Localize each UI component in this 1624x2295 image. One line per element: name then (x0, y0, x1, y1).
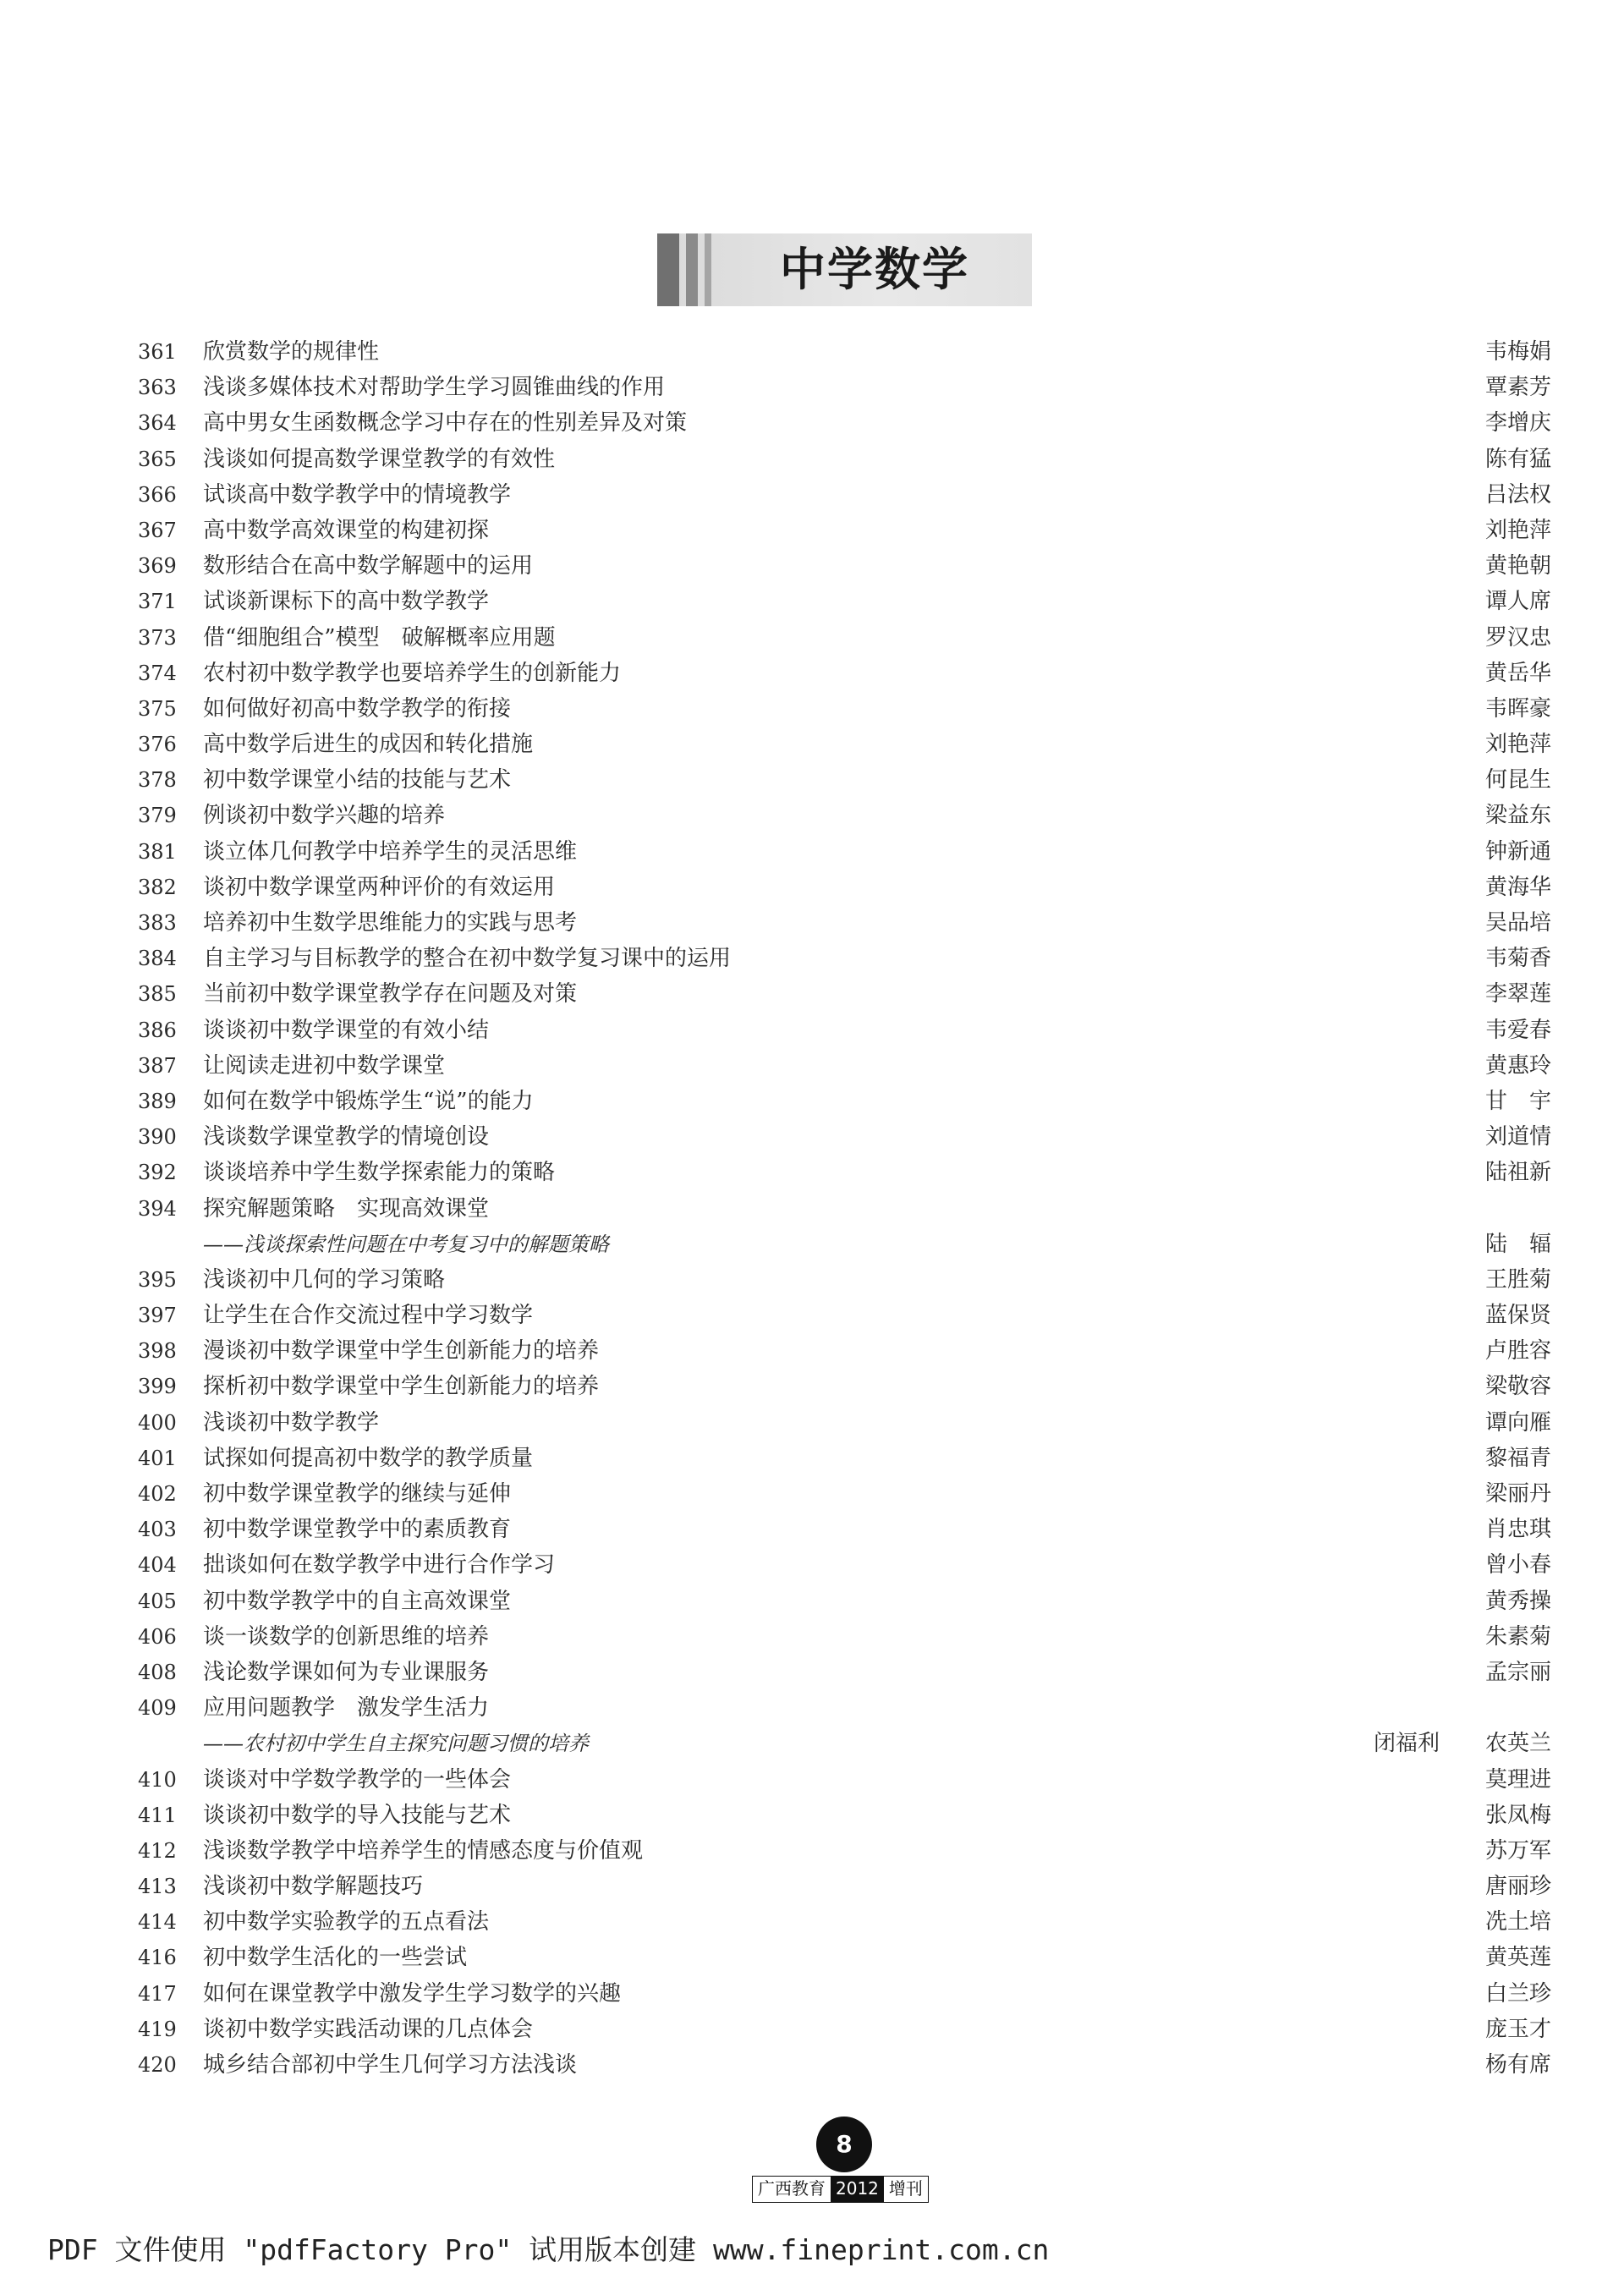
toc-author: 孟宗丽 (1484, 1659, 1551, 1685)
toc-row (0, 1726, 1624, 1761)
toc-author: 钟新通 (1484, 838, 1551, 865)
toc-row (0, 1833, 1624, 1869)
toc-author: 吕法权 (1484, 481, 1551, 508)
toc-article-title: 探究解题策略 实现高效课堂 (203, 1195, 490, 1222)
toc-article-title: 试谈新课标下的高中数学教学 (203, 589, 490, 615)
toc-row (0, 1333, 1624, 1369)
toc-author: 张凤梅 (1484, 1802, 1551, 1828)
toc-article-title: 谈谈初中数学课堂的有效小结 (203, 1017, 490, 1043)
toc-page-number: 364 (138, 411, 177, 436)
toc-page-number: 417 (138, 1981, 177, 2006)
toc-row (0, 905, 1624, 941)
toc-page-number: 378 (138, 768, 177, 793)
toc-article-title: 探析初中数学课堂中学生创新能力的培养 (203, 1374, 600, 1400)
journal-issue: 增刊 (884, 2177, 928, 2202)
toc-article-subtitle: ——农村初中学生自主探究问题习惯的培养 (203, 1732, 589, 1756)
toc-article-title: 漫谈初中数学课堂中学生创新能力的培养 (203, 1338, 600, 1364)
toc-page-number: 382 (138, 875, 177, 899)
toc-row (0, 1976, 1624, 2012)
toc-author: 韦爱春 (1484, 1017, 1551, 1043)
toc-row (0, 1476, 1624, 1512)
toc-author: 黄海华 (1484, 874, 1551, 900)
toc-page-number: 363 (138, 376, 177, 400)
toc-page-number: 399 (138, 1375, 177, 1399)
toc-author: 肖忠琪 (1484, 1517, 1551, 1543)
toc-author: 李翠莲 (1484, 981, 1551, 1007)
toc-author: 谭人席 (1484, 589, 1551, 615)
toc-article-title: 浅论数学课如何为专业课服务 (203, 1659, 490, 1685)
toc-article-title: 试谈高中数学教学中的情境教学 (203, 481, 512, 508)
toc-article-title: 让阅读走进初中数学课堂 (203, 1052, 446, 1079)
toc-page-number: 379 (138, 804, 177, 828)
toc-author: 韦晖豪 (1484, 695, 1551, 722)
toc-author: 黄英莲 (1484, 1945, 1551, 1971)
toc-row (0, 1191, 1624, 1227)
toc-page-number: 420 (138, 2053, 177, 2077)
toc-page-number: 386 (138, 1018, 177, 1042)
toc-article-title: 试探如何提高初中数学的教学质量 (203, 1445, 534, 1471)
pdf-footer-note: PDF 文件使用 "pdfFactory Pro" 试用版本创建 www.fineprint.com.cn (47, 2233, 1050, 2266)
toc-author: 甘 宇 (1484, 1088, 1551, 1114)
toc-author: 韦菊香 (1484, 946, 1551, 972)
toc-row (0, 2047, 1624, 2083)
toc-page-number: 404 (138, 1553, 177, 1578)
toc-article-title: 如何在课堂教学中激发学生学习数学的兴趣 (203, 1980, 622, 2007)
toc-page-number: 414 (138, 1910, 177, 1935)
toc-row (0, 1119, 1624, 1155)
toc-author: 韦梅娟 (1484, 339, 1551, 365)
toc-author: 莫理进 (1484, 1766, 1551, 1793)
toc-article-title: 浅谈数学教学中培养学生的情感态度与价值观 (203, 1837, 644, 1864)
toc-article-title: 浅谈初中数学教学 (203, 1409, 380, 1436)
toc-author: 黄岳华 (1484, 660, 1551, 686)
toc-page-number: 413 (138, 1875, 177, 1899)
toc-row (0, 1655, 1624, 1690)
toc-article-title: 如何做好初高中数学教学的衔接 (203, 695, 512, 722)
toc-page-number: 361 (138, 340, 177, 364)
toc-row (0, 762, 1624, 798)
toc-article-title: 谈初中数学课堂两种评价的有效运用 (203, 874, 556, 900)
toc-author: 蓝保贤 (1484, 1303, 1551, 1329)
toc-article-title: 浅谈初中数学解题技巧 (203, 1874, 424, 1900)
toc-page-number: 387 (138, 1053, 177, 1078)
banner-stripe (686, 233, 698, 306)
toc-article-title: 浅谈如何提高数学课堂教学的有效性 (203, 446, 556, 472)
toc-article-title: 初中数学教学中的自主高效课堂 (203, 1588, 512, 1614)
toc-author: 黄惠玲 (1484, 1052, 1551, 1079)
journal-name: 广西教育 (753, 2177, 831, 2202)
toc-author: 李增庆 (1484, 410, 1551, 436)
toc-author: 朱素菊 (1484, 1623, 1551, 1650)
toc-author: 陆祖新 (1484, 1160, 1551, 1186)
toc-row (0, 656, 1624, 691)
toc-article-title: 初中数学课堂教学中的素质教育 (203, 1517, 512, 1543)
toc-author: 王胜菊 (1484, 1266, 1551, 1293)
toc-row (0, 2012, 1624, 2047)
journal-label (752, 2176, 929, 2203)
toc-page-number: 381 (138, 839, 177, 864)
toc-page-number: 408 (138, 1660, 177, 1684)
toc-page-number: 385 (138, 982, 177, 1007)
toc-article-title: 高中数学后进生的成因和转化措施 (203, 732, 534, 758)
toc-author: 庞玉才 (1484, 2016, 1551, 2042)
toc-page-number: 373 (138, 625, 177, 650)
toc-row (0, 370, 1624, 405)
toc-row (0, 584, 1624, 619)
toc-row (0, 513, 1624, 548)
toc-page-number: 397 (138, 1304, 177, 1328)
toc-article-title: 谈初中数学实践活动课的几点体会 (203, 2016, 534, 2042)
toc-article-title: 浅谈初中几何的学习策略 (203, 1266, 446, 1293)
toc-article-title: 高中男女生函数概念学习中存在的性别差异及对策 (203, 410, 688, 436)
toc-article-title: 高中数学高效课堂的构建初探 (203, 517, 490, 543)
toc-article-title: 借“细胞组合”模型 破解概率应用题 (203, 624, 556, 651)
toc-page-number: 384 (138, 947, 177, 971)
toc-author: 杨有席 (1484, 2052, 1551, 2078)
toc-article-title: 当前初中数学课堂教学存在问题及对策 (203, 981, 578, 1007)
toc-article-title: 自主学习与目标教学的整合在初中数学复习课中的运用 (203, 946, 732, 972)
toc-page-number: 416 (138, 1946, 177, 1970)
toc-row (0, 1227, 1624, 1262)
toc-page-number: 400 (138, 1410, 177, 1435)
toc-article-title: 拙谈如何在数学教学中进行合作学习 (203, 1552, 556, 1578)
toc-author: 农英兰 (1484, 1731, 1551, 1757)
toc-author: 梁丽丹 (1484, 1481, 1551, 1507)
toc-row (0, 1798, 1624, 1833)
banner-stripe (705, 233, 711, 306)
toc-page-number: 405 (138, 1589, 177, 1613)
toc-article-title: 培养初中生数学思维能力的实践与思考 (203, 910, 578, 936)
toc-row (0, 834, 1624, 870)
toc-row (0, 1762, 1624, 1798)
toc-article-title: 数形结合在高中数学解题中的运用 (203, 553, 534, 579)
toc-article-title: 谈立体几何教学中培养学生的灵活思维 (203, 838, 578, 865)
toc-row (0, 334, 1624, 370)
toc-author: 谭向雁 (1484, 1409, 1551, 1436)
toc-page-number: 395 (138, 1267, 177, 1292)
toc-row (0, 477, 1624, 513)
table-of-contents (0, 334, 1624, 2083)
toc-article-title: 谈谈对中学数学教学的一些体会 (203, 1766, 512, 1793)
toc-row (0, 1690, 1624, 1726)
toc-author: 何昆生 (1484, 767, 1551, 793)
toc-author: 黎福青 (1484, 1445, 1551, 1471)
toc-article-title: 让学生在合作交流过程中学习数学 (203, 1303, 534, 1329)
toc-page-number: 392 (138, 1161, 177, 1185)
toc-row (0, 1013, 1624, 1048)
section-banner (657, 233, 1032, 306)
toc-author: 覃素芳 (1484, 375, 1551, 401)
toc-author: 刘艳萍 (1484, 732, 1551, 758)
toc-row (0, 727, 1624, 762)
section-title: 中学数学 (780, 243, 969, 296)
toc-author: 卢胜容 (1484, 1338, 1551, 1364)
toc-author: 刘艳萍 (1484, 517, 1551, 543)
toc-author: 苏万军 (1484, 1837, 1551, 1864)
toc-article-title: 初中数学实验教学的五点看法 (203, 1909, 490, 1935)
toc-author: 刘道情 (1484, 1124, 1551, 1150)
toc-article-title: 谈谈培养中学生数学探索能力的策略 (203, 1160, 556, 1186)
toc-article-title: 初中数学课堂小结的技能与艺术 (203, 767, 512, 793)
toc-page-number: 375 (138, 696, 177, 721)
toc-article-subtitle: ——浅谈探索性问题在中考复习中的解题策略 (203, 1232, 609, 1256)
toc-article-title: 浅谈多媒体技术对帮助学生学习圆锥曲线的作用 (203, 375, 666, 401)
toc-row (0, 1405, 1624, 1441)
toc-author: 黄艳朝 (1484, 553, 1551, 579)
toc-page-number: 369 (138, 554, 177, 579)
toc-row (0, 1512, 1624, 1547)
toc-page-number: 394 (138, 1196, 177, 1221)
toc-page-number: 410 (138, 1767, 177, 1792)
toc-row (0, 548, 1624, 584)
toc-page-number: 367 (138, 518, 177, 542)
toc-page-number: 365 (138, 447, 177, 471)
toc-page-number: 402 (138, 1482, 177, 1506)
toc-page-number: 412 (138, 1838, 177, 1863)
toc-article-title: 例谈初中数学兴趣的培养 (203, 803, 446, 829)
toc-row (0, 798, 1624, 833)
toc-row (0, 1547, 1624, 1583)
toc-row (0, 1584, 1624, 1619)
toc-article-title: 浅谈数学课堂教学的情境创设 (203, 1124, 490, 1150)
toc-article-title: 欣赏数学的规律性 (203, 339, 380, 365)
toc-row (0, 1369, 1624, 1404)
toc-row (0, 1869, 1624, 1904)
toc-row (0, 1940, 1624, 1975)
toc-article-title: 谈谈初中数学的导入技能与艺术 (203, 1802, 512, 1828)
toc-row (0, 1904, 1624, 1940)
toc-row (0, 941, 1624, 976)
toc-row (0, 620, 1624, 656)
toc-author: 冼土培 (1484, 1909, 1551, 1935)
toc-author: 黄秀操 (1484, 1588, 1551, 1614)
toc-row (0, 1048, 1624, 1084)
toc-page-number: 409 (138, 1696, 177, 1721)
toc-page-number: 403 (138, 1518, 177, 1542)
toc-author: 梁益东 (1484, 803, 1551, 829)
toc-article-title: 谈一谈数学的创新思维的培养 (203, 1623, 490, 1650)
toc-row (0, 691, 1624, 727)
toc-row (0, 976, 1624, 1012)
toc-row (0, 1262, 1624, 1298)
toc-author: 唐丽珍 (1484, 1874, 1551, 1900)
toc-row (0, 405, 1624, 441)
toc-page-number: 401 (138, 1446, 177, 1470)
toc-row (0, 1155, 1624, 1190)
banner-stripe (657, 233, 679, 306)
toc-row (0, 1298, 1624, 1333)
toc-page-number: 389 (138, 1089, 177, 1113)
toc-page-number: 374 (138, 661, 177, 685)
journal-year: 2012 (831, 2177, 884, 2202)
toc-author: 梁敬容 (1484, 1374, 1551, 1400)
toc-author: 白兰珍 (1484, 1980, 1551, 2007)
toc-article-title: 初中数学课堂教学的继续与延伸 (203, 1481, 512, 1507)
toc-article-title: 如何在数学中锻炼学生“说”的能力 (203, 1088, 534, 1114)
toc-page-number: 406 (138, 1624, 177, 1649)
toc-coauthor: 闭福利 (1373, 1731, 1440, 1757)
toc-page-number: 371 (138, 590, 177, 614)
toc-page-number: 419 (138, 2017, 177, 2041)
toc-row (0, 870, 1624, 905)
toc-author: 陆 辐 (1484, 1231, 1551, 1257)
toc-page-number: 390 (138, 1125, 177, 1150)
toc-row (0, 1084, 1624, 1119)
toc-article-title: 应用问题教学 激发学生活力 (203, 1695, 490, 1721)
toc-row (0, 442, 1624, 477)
toc-row (0, 1441, 1624, 1476)
toc-page-number: 383 (138, 911, 177, 935)
toc-author: 曾小春 (1484, 1552, 1551, 1578)
toc-page-number: 398 (138, 1339, 177, 1364)
toc-page-number: 376 (138, 733, 177, 757)
toc-page-number: 411 (138, 1803, 177, 1827)
toc-author: 吴品培 (1484, 910, 1551, 936)
page-number: 8 (816, 2117, 872, 2172)
toc-author: 罗汉忠 (1484, 624, 1551, 651)
toc-row (0, 1619, 1624, 1655)
toc-author: 陈有猛 (1484, 446, 1551, 472)
toc-article-title: 农村初中数学教学也要培养学生的创新能力 (203, 660, 622, 686)
toc-article-title: 初中数学生活化的一些尝试 (203, 1945, 468, 1971)
toc-article-title: 城乡结合部初中学生几何学习方法浅谈 (203, 2052, 578, 2078)
toc-page-number: 366 (138, 482, 177, 507)
